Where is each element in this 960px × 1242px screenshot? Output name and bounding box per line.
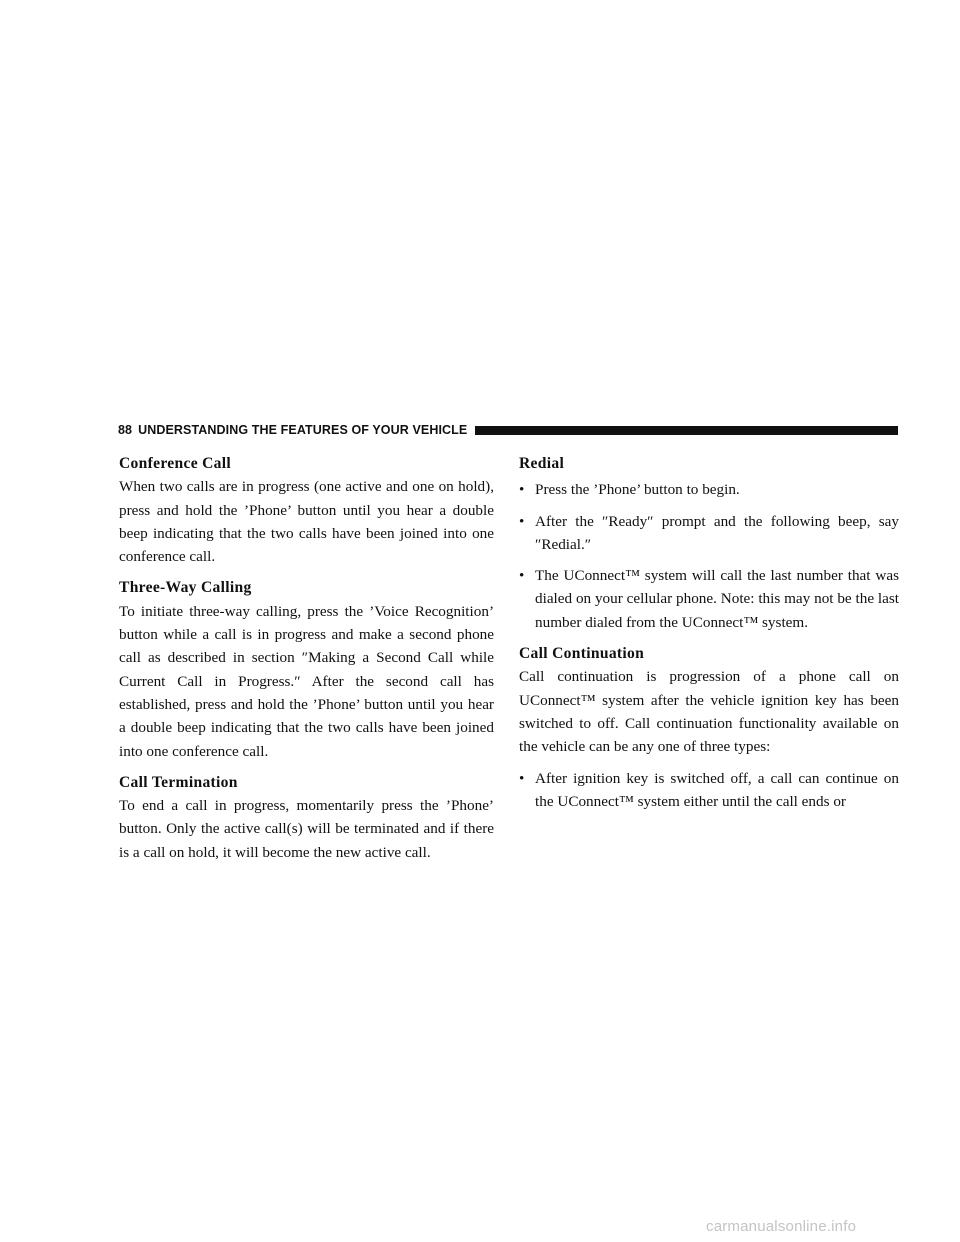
header-rule bbox=[475, 426, 898, 435]
page-header bbox=[118, 420, 898, 440]
list-item bbox=[519, 564, 899, 634]
paragraph-three-way-calling: To initiate three-way calling, press the ’Voice Recognition’ button while a call is in progress and make a second phone call as described in section ″Making a Second Call while Current Call in Progress.″ After the second call has established, press and hold the ’Phone’ button until you hear a double beep indicating that the two calls have been joined into one conference call. bbox=[119, 602, 494, 760]
bullet-text: The UConnect™ system will call the last number that was dialed on your cellular phone. Note: this may not be the last number dialed from the UConnect™ system. bbox=[535, 567, 899, 631]
bullet-glyph: • bbox=[519, 769, 525, 787]
paragraph-conference-call: When two calls are in progress (one active and one on hold), press and hold the ’Phone’ button until you hear a double beep indicating that the two calls have been joined into one conference call. bbox=[119, 478, 494, 566]
bullet-glyph: • bbox=[519, 567, 525, 585]
section-title: UNDERSTANDING THE FEATURES OF YOUR VEHICLE bbox=[138, 423, 468, 437]
list-item bbox=[519, 767, 899, 814]
heading-redial: Redial bbox=[519, 455, 565, 472]
paragraph-call-termination: To end a call in progress, momentarily press the ’Phone’ button. Only the active call(s) will be terminated and if there is a call on hold, it will become the new active call. bbox=[119, 797, 494, 861]
bullet-text: After ignition key is switched off, a call can continue on the UConnect™ system either until the call ends or bbox=[535, 769, 899, 810]
paragraph-call-continuation: Call continuation is progression of a phone call on UConnect™ system after the vehicle ignition key has been switched to off. Call continuation functionality available on the vehicle can be any one of three types: bbox=[519, 668, 899, 756]
heading-call-termination: Call Termination bbox=[119, 773, 238, 791]
right-column bbox=[519, 452, 899, 821]
page-number: 88 bbox=[118, 423, 133, 437]
list-item bbox=[519, 478, 899, 501]
bullet-text: Press the ’Phone’ button to begin. bbox=[535, 481, 740, 499]
heading-conference-call: Conference Call bbox=[119, 455, 232, 472]
bullet-glyph: • bbox=[519, 512, 525, 530]
heading-three-way-calling: Three-Way Calling bbox=[119, 579, 252, 597]
left-column bbox=[119, 452, 494, 872]
list-item bbox=[519, 510, 899, 557]
watermark: carmanualsonline.info bbox=[706, 1218, 857, 1235]
bullet-text: After the ″Ready″ prompt and the following beep, say ″Redial.″ bbox=[535, 512, 899, 553]
bullet-glyph: • bbox=[519, 481, 525, 499]
heading-call-continuation: Call Continuation bbox=[519, 645, 645, 663]
